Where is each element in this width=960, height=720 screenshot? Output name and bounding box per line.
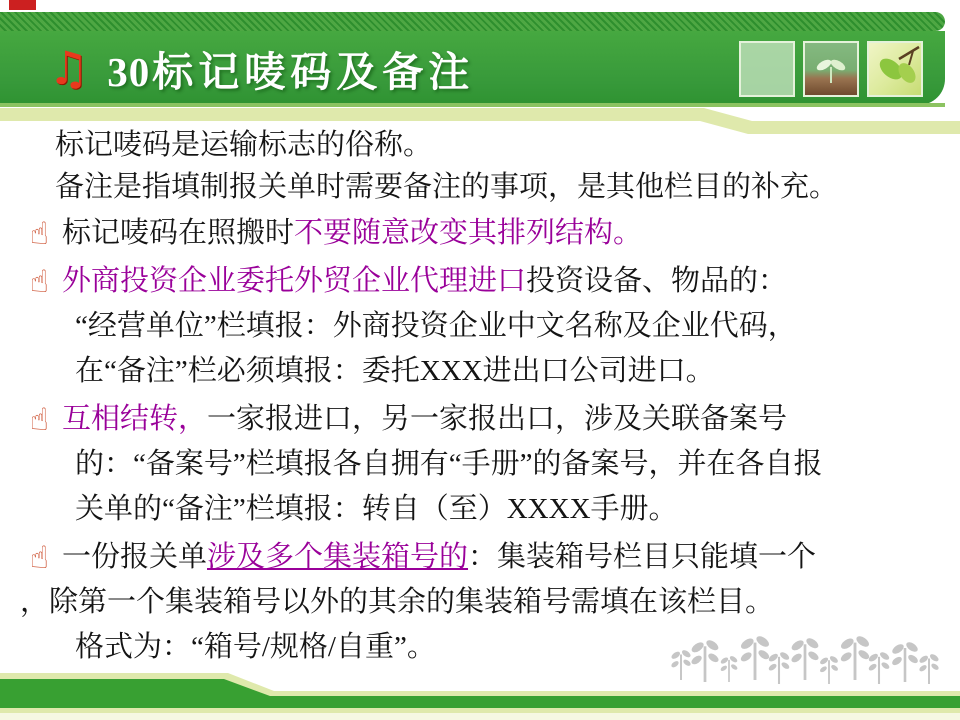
striped-band — [0, 12, 945, 31]
text-segment: 的：“备案号”栏填报各自拥有“手册”的备案号，并在各自报 — [75, 448, 823, 480]
sprout-graphic — [805, 43, 857, 95]
text-segment: 标记唛码是运输标志的俗称。 — [55, 129, 433, 161]
text-segment: 标记唛码在照搬时 — [62, 217, 295, 249]
text-segment: 备注是指填制报关单时需要备注的事项，是其他栏目的补充。 — [55, 171, 839, 203]
continuation-line — [18, 580, 954, 625]
continuation-line — [18, 487, 954, 532]
intro-line — [18, 166, 954, 208]
red-corner-tab — [9, 0, 36, 10]
leaves-graphic — [869, 43, 921, 95]
bullet-line — [18, 397, 954, 442]
plain-green-thumbnail — [739, 41, 795, 97]
accent-text-segment: 外商投资企业委托外贸企业代理进口 — [62, 265, 527, 297]
leaves-photo-thumbnail — [867, 41, 923, 97]
bullet-line — [18, 535, 954, 580]
pointing-hand-icon: ☝ — [30, 264, 49, 300]
slide-title — [107, 39, 474, 98]
text-segment: 一家报进口，另一家报出口，涉及关联备案号 — [207, 403, 788, 435]
bullet-line — [18, 211, 954, 256]
continuation-line — [18, 442, 954, 487]
text-segment: 一份报关单 — [62, 541, 208, 573]
pointing-hand-icon: ☝ — [30, 540, 49, 576]
beamed-music-notes-icon: ♫ — [48, 41, 90, 95]
title-number: 30 — [107, 48, 151, 95]
text-segment: 投资设备、物品的： — [526, 265, 788, 297]
pointing-hand-icon: ☝ — [30, 216, 49, 252]
intro-line — [18, 124, 954, 166]
text-segment: ：集装箱号栏目只能填一个 — [468, 541, 817, 573]
continuation-line — [18, 349, 954, 394]
text-segment: ，除第一个集装箱号以外的其余的集装箱号需填在该栏目。 — [20, 586, 775, 618]
accent-text-segment: 不要随意改变其排列结构。 — [294, 217, 643, 249]
continuation-line — [18, 304, 954, 349]
pointing-hand-icon: ☝ — [30, 402, 49, 438]
footer-ribbon — [0, 670, 960, 720]
accent-text-segment: 互相结转， — [62, 403, 208, 435]
text-segment: 关单的“备注”栏填报：转自（至）XXXX手册。 — [75, 493, 678, 525]
text-segment: 在“备注”栏必须填报：委托XXX进出口公司进口。 — [75, 355, 715, 387]
bullet-line — [18, 259, 954, 304]
accent-underlined-text-segment: 涉及多个集装箱号的 — [207, 541, 469, 573]
text-segment: 格式为：“箱号/规格/自重”。 — [75, 631, 436, 663]
header-thumbnails — [739, 41, 923, 97]
sprout-photo-thumbnail — [803, 41, 859, 97]
title-text: 标记唛码及备注 — [152, 48, 475, 95]
title-band — [0, 31, 945, 105]
text-segment: “经营单位”栏填报：外商投资企业中文名称及企业代码， — [75, 310, 797, 342]
slide-body — [18, 124, 954, 670]
